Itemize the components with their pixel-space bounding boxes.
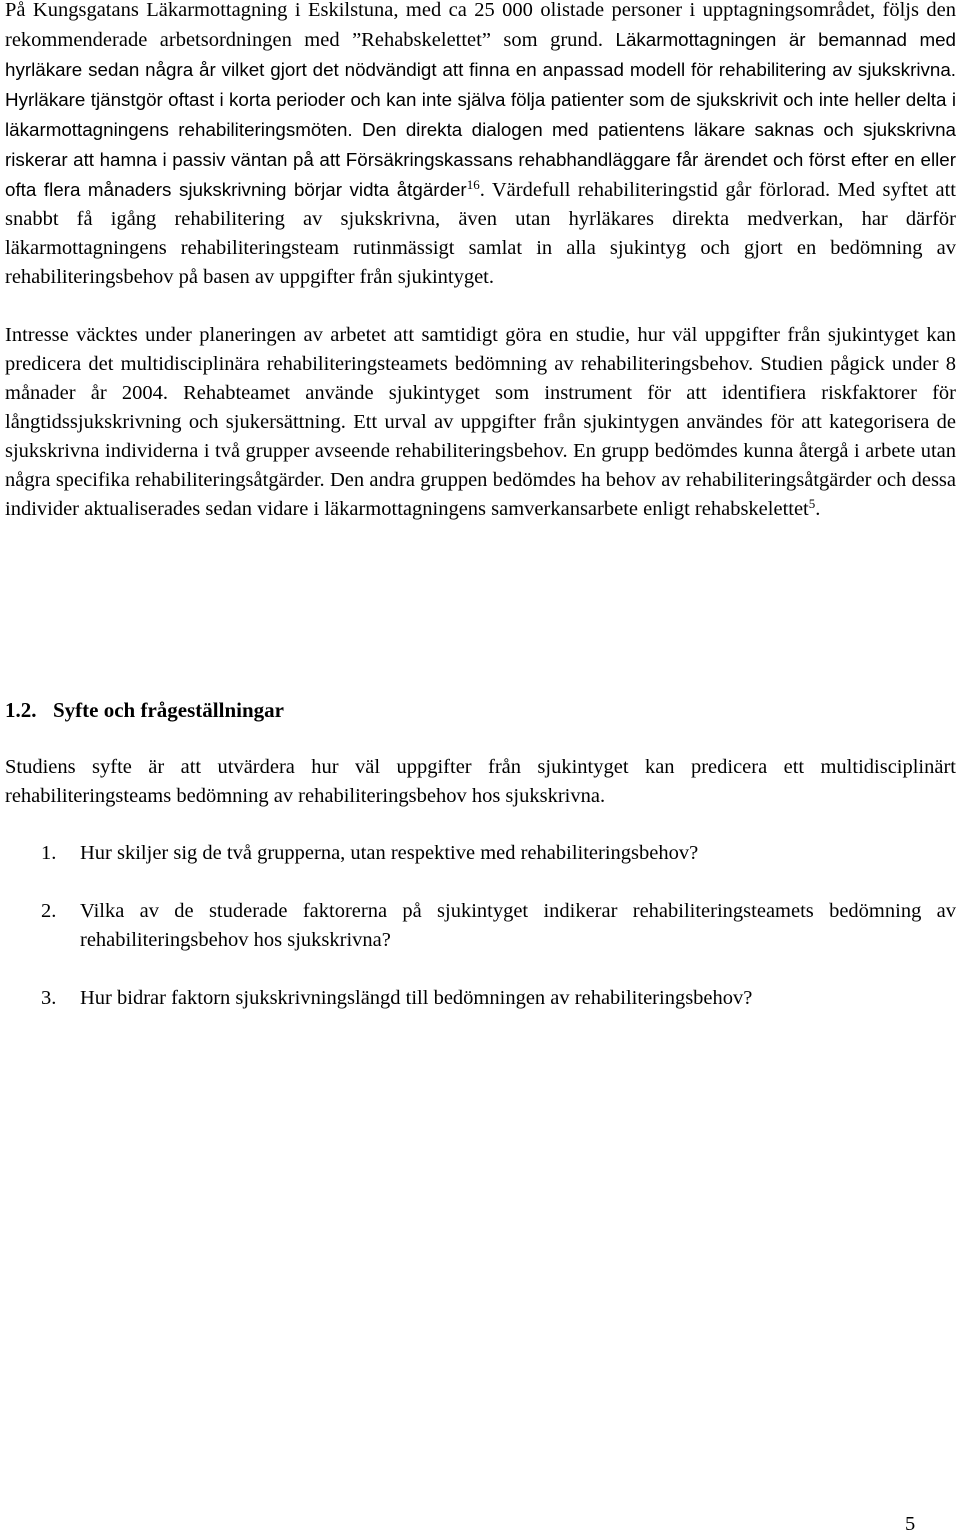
- paragraph-aim: Studiens syfte är att utvärdera hur väl uppgifter från sjukintyget kan predicera ett multidisciplinärt rehabiliteringsteams bedömning av rehabiliteringsbehov hos sjukskrivna.: [5, 756, 956, 807]
- question-list: [5, 839, 956, 868]
- paragraph-background: [5, 0, 956, 292]
- page-number: 5: [905, 1513, 916, 1535]
- paragraph-study-end: .: [815, 498, 821, 520]
- section-number: 1.2.: [5, 698, 37, 722]
- paragraph-study-description: [5, 321, 956, 524]
- question-text: Hur skiljer sig de två grupperna, utan respektive med rehabiliteringsbehov?: [80, 842, 699, 864]
- question-list: [5, 897, 956, 955]
- question-number: 3.: [41, 987, 57, 1009]
- section-title: Syfte och frågeställningar: [53, 698, 284, 722]
- question-number: 1.: [41, 842, 57, 864]
- question-list: [5, 984, 956, 1013]
- paragraph-background-sans-text: Läkarmottagningen är bemannad med hyrläkare sedan några år vilket gjort det nödvändigt att finna en anpassad modell för rehabilitering av sjukskrivna. Hyrläkare tjänstgör oftast i korta perioder och kan inte själva följa patienter som de sjukskrivit och inte heller delta i läkarmottagningens rehabiliteringsmöten. Den direkta dialogen med patientens läkare saknas och sjukskrivna riskerar att hamna i passiv väntan på att Försäkringskassans rehabhandläggare får ärendet och först efter en eller ofta flera månaders sjukskrivning börjar vidta åtgärder: [5, 29, 956, 200]
- reference-superscript: 5: [808, 496, 816, 511]
- reference-superscript: 16: [466, 177, 480, 192]
- paragraph-background-conclusion: . Värdefull rehabiliteringstid går förlorad. Med syftet att snabbt få igång rehabilitering av sjukskrivna, även utan hyrläkares direkta medverkan, har därför läkarmottagningens rehabiliteringsteam rutinmässigt samlat in alla sjukintyg och gjort en bedömning av rehabiliteringsbehov på basen av uppgifter från sjukintyget.: [5, 179, 956, 288]
- question-item: [5, 839, 956, 868]
- paragraph-background-intro: På Kungsgatans Läkarmottagning i Eskilstuna, med ca 25 000 olistade personer i upptagningsområdet, följs den rekommenderade arbetsordningen med ”Rehabskelettet” som grund.: [5, 0, 956, 51]
- question-item: [5, 897, 956, 955]
- question-text: Hur bidrar faktorn sjukskrivningslängd till bedömningen av rehabiliteringsbehov?: [80, 987, 753, 1009]
- page-content: [5, 0, 956, 1009]
- paragraph-study-text: Intresse väcktes under planeringen av arbetet att samtidigt göra en studie, hur väl uppgifter från sjukintyget kan predicera det multidisciplinära rehabiliteringsteamets bedömning av rehabiliteringsbehov. Studien pågick under 8 månader år 2004. Rehabteamet använde sjukintyget som instrument för att identifiera riskfaktorer för långtidssjukskrivning och sjukersättning. Ett urval av uppgifter från sjukintygen användes för att kategorisera de sjukskrivna individerna i två grupper avseende rehabiliteringsbehov. En grupp bedömdes kunna återgå i arbete utan några specifika rehabiliteringsåtgärder. Den andra gruppen bedömdes ha behov av rehabiliteringsåtgärder och dessa individer aktualiserades sedan vidare i läkarmottagningens samverkansarbete enligt rehabskelettet: [5, 324, 956, 520]
- question-number: 2.: [41, 900, 57, 922]
- question-text: Vilka av de studerade faktorerna på sjukintyget indikerar rehabiliteringsteamets bedömning av rehabiliteringsbehov hos sjukskrivna?: [80, 900, 956, 951]
- section-heading: [5, 696, 284, 725]
- question-item: [5, 984, 956, 1013]
